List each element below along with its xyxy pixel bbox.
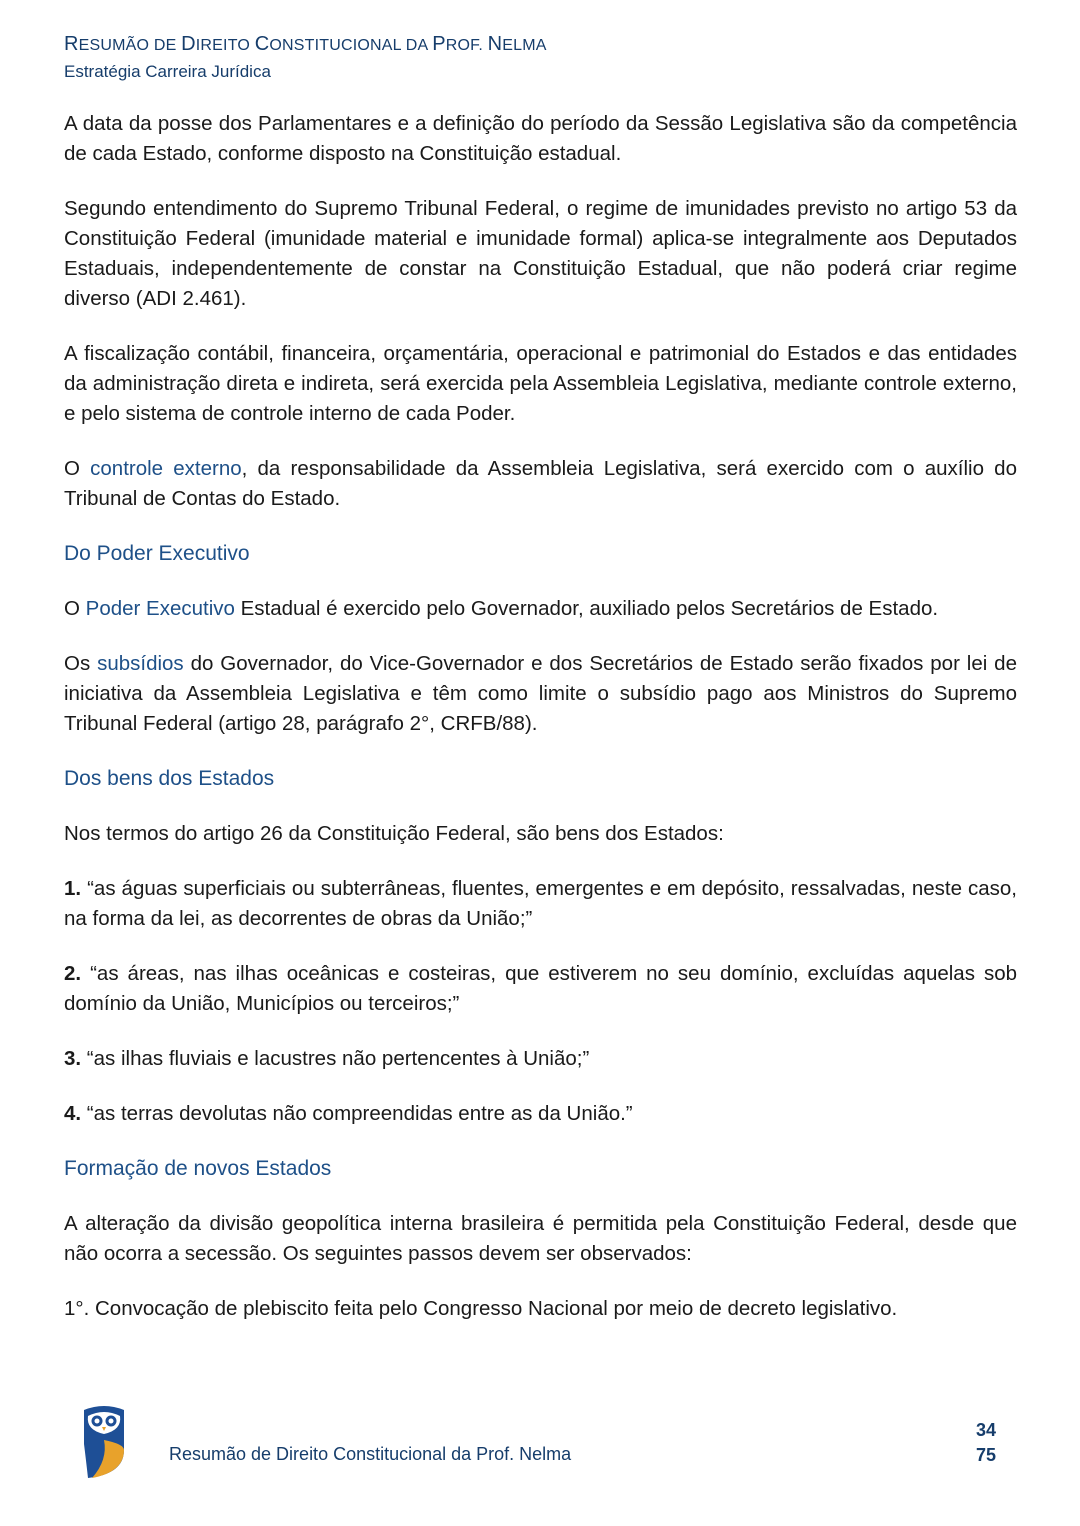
paragraph-imunidades: Segundo entendimento do Supremo Tribunal Federal, o regime de imunidades previsto no artigo 53 da Constituição Federal (imunidade material e imunidade formal) aplica-se integralmente aos Deputados Estaduais, independentemente de constar na Constituição Estadual, que não poderá criar regime diverso (ADI 2.461).	[64, 197, 1017, 310]
highlight-subsidios: subsídios	[97, 652, 184, 675]
paragraph-fiscalizacao: A fiscalização contábil, financeira, orçamentária, operacional e patrimonial do Estados e das entidades da administração direta e indireta, será exercida pela Assembleia Legislativa, mediante controle externo, e pelo sistema de controle interno de cada Poder.	[64, 342, 1017, 425]
highlight-poder-executivo: Poder Executivo	[85, 597, 235, 620]
document-body	[64, 109, 1017, 1349]
header-subtitle: Estratégia Carreira Jurídica	[64, 62, 271, 81]
heading-formacao-estados: Formação de novos Estados	[64, 1157, 332, 1180]
page-header	[64, 30, 1024, 84]
paragraph-subsidios: Os subsídios do Governador, do Vice-Governador e dos Secretários de Estado serão fixados por lei de iniciativa da Assembleia Legislativa e têm como limite o subsídio pago aos Ministros do Supremo Tribunal Federal (artigo 28, parágrafo 2°, CRFB/88).	[64, 652, 1017, 735]
paragraph-bens-intro: Nos termos do artigo 26 da Constituição Federal, são bens dos Estados:	[64, 822, 724, 845]
total-pages: 75	[975, 1445, 996, 1465]
paragraph-controle-externo: O controle externo, da responsabilidade da Assembleia Legislativa, será exercido com o auxílio do Tribunal de Contas do Estado.	[64, 457, 1017, 510]
heading-bens-estados: Dos bens dos Estados	[64, 767, 275, 790]
list-item: 3. “as ilhas fluviais e lacustres não pertencentes à União;”	[64, 1047, 590, 1070]
current-page: 34	[975, 1420, 996, 1440]
list-item: 4. “as terras devolutas não compreendidas entre as da União.”	[64, 1102, 633, 1125]
heading-poder-executivo: Do Poder Executivo	[64, 542, 250, 565]
paragraph-posse: A data da posse dos Parlamentares e a definição do período da Sessão Legislativa são da competência de cada Estado, conforme disposto na Constituição estadual.	[64, 112, 1017, 165]
highlight-controle-externo: controle externo	[90, 457, 242, 480]
paragraph-formacao: A alteração da divisão geopolítica interna brasileira é permitida pela Constituição Federal, desde que não ocorra a secessão. Os seguintes passos devem ser observados:	[64, 1212, 1017, 1265]
list-item: 2. “as áreas, nas ilhas oceânicas e costeiras, que estiverem no seu domínio, excluídas aquelas sob domínio da União, Municípios ou terceiros;”	[64, 962, 1017, 1015]
list-item: 1. “as águas superficiais ou subterrâneas, fluentes, emergentes e em depósito, ressalvadas, neste caso, na forma da lei, as decorrentes de obras da União;”	[64, 877, 1017, 930]
page-number	[976, 1418, 996, 1468]
page-footer	[0, 1400, 1080, 1490]
footer-title: Resumão de Direito Constitucional da Prof. Nelma	[169, 1444, 572, 1464]
paragraph-poder-executivo: O Poder Executivo Estadual é exercido pelo Governador, auxiliado pelos Secretários de Estado.	[64, 597, 939, 620]
paragraph-plebiscito: 1°. Convocação de plebiscito feita pelo Congresso Nacional por meio de decreto legislativo.	[64, 1297, 898, 1320]
header-title: RESUMÃO DE DIREITO CONSTITUCIONAL DA PROF. NELMA	[64, 33, 547, 55]
owl-logo-icon	[78, 1400, 130, 1480]
